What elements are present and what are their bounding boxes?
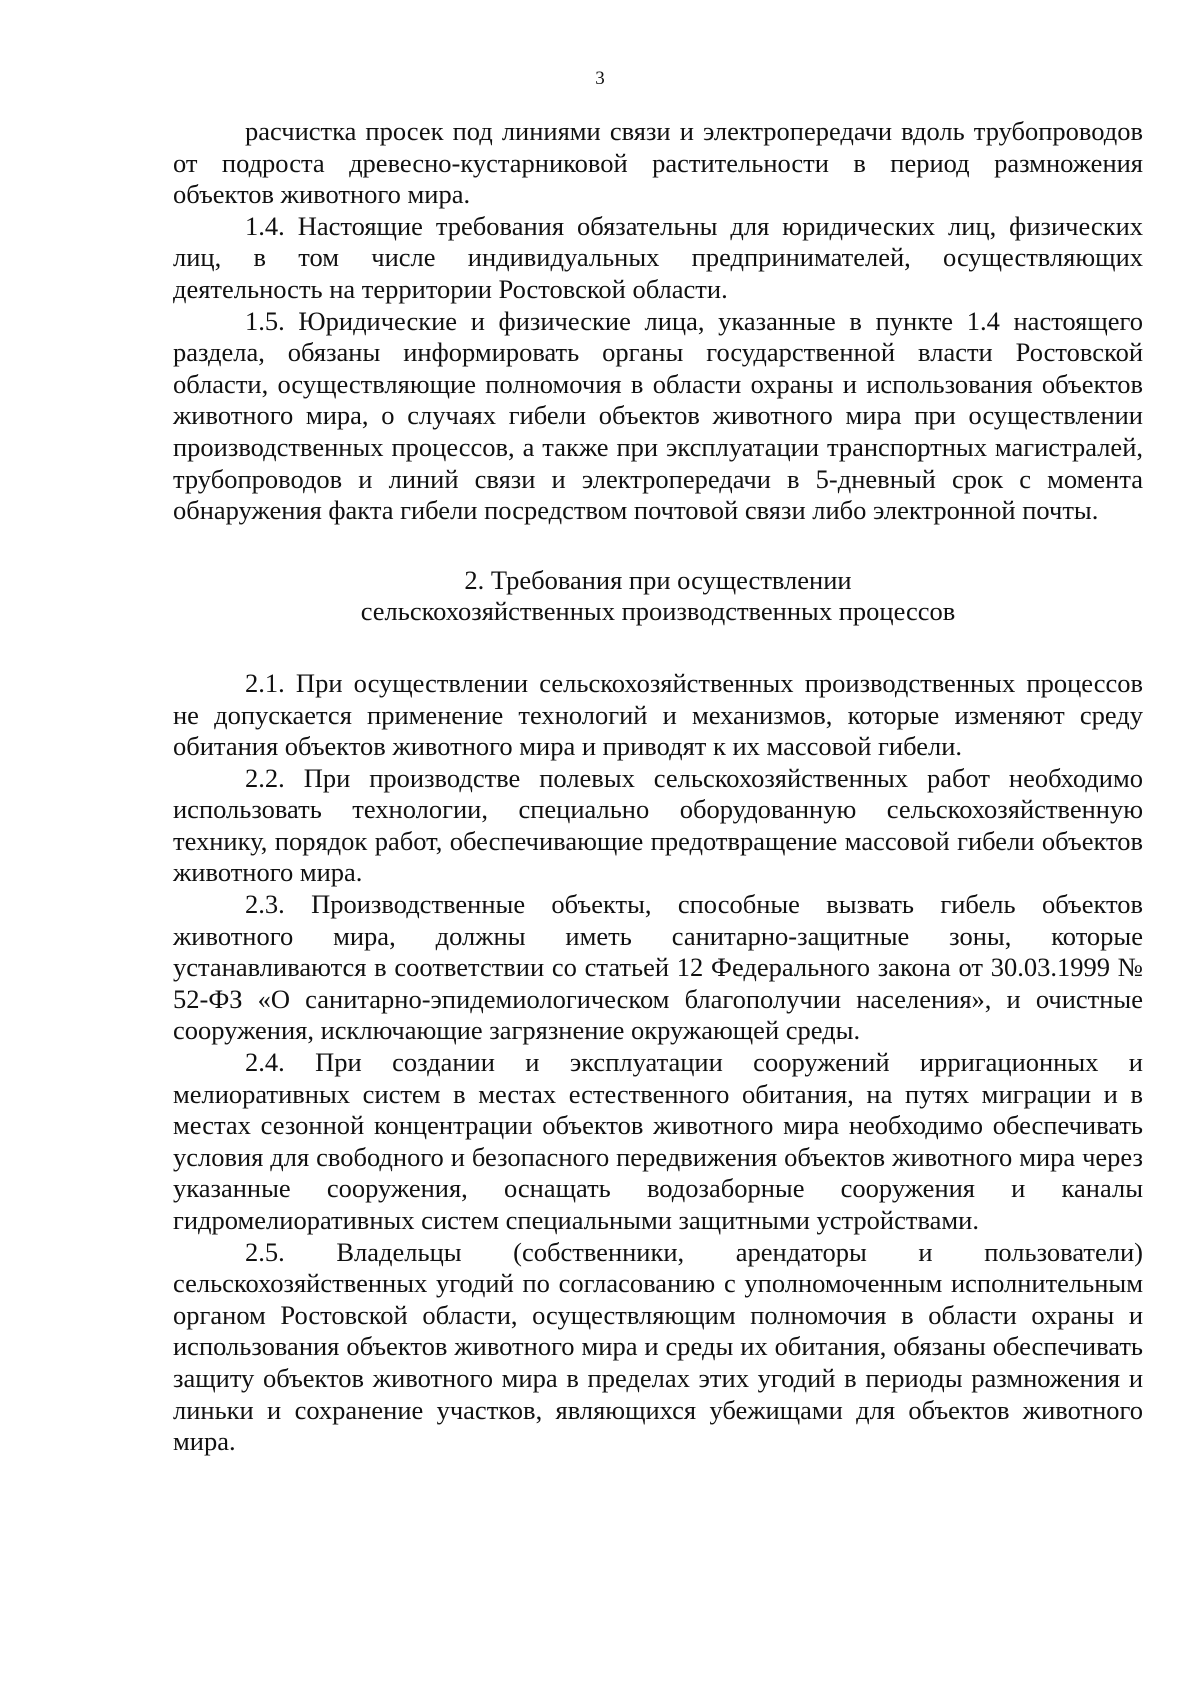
section-heading-line-1: 2. Требования при осуществлении — [464, 564, 852, 595]
section-heading — [173, 565, 1143, 628]
paragraph-2-5: 2.5. Владельцы (собственники, арендаторы и пользователи) сельскохозяйственных угодий по согласованию с уполномоченным исполнительным органом Ростовской области, осуществляющим полномочия в области охраны и использования объектов животного мира и среды их обитания, обязаны обеспечивать защиту объектов животного мира в пределах этих угодий в периоды размножения и линьки и сохранение участков, являющихся убежищами для объектов животного мира. — [173, 1236, 1143, 1457]
paragraph-continuation: расчистка просек под линиями связи и электропередачи вдоль трубопроводов от подроста древесно-кустарниковой растительности в период размножения объектов животного мира. — [173, 116, 1143, 210]
paragraph-2-3: 2.3. Производственные объекты, способные вызвать гибель объектов животного мира, должны иметь санитарно-защитные зоны, которые устанавливаются в соответствии со статьей 12 Федерального закона от 30.03.1999 № 52-ФЗ «О санитарно-эпидемиологическом благополучии населения», и очистные сооружения, исключающие загрязнение окружающей среды. — [173, 889, 1143, 1046]
page-number: 3 — [595, 68, 605, 89]
document-body — [173, 116, 1143, 1458]
paragraph-2-4: 2.4. При создании и эксплуатации сооружений ирригационных и мелиоративных систем в местах естественного обитания, на путях миграции и в местах сезонной концентрации объектов животного мира необходимо обеспечивать условия для свободного и безопасного передвижения объектов животного мира через указанные сооружения, оснащать водозаборные сооружения и каналы гидромелиоративных систем специальными защитными устройствами. — [173, 1047, 1143, 1235]
paragraph-2-2: 2.2. При производстве полевых сельскохозяйственных работ необходимо использовать технологии, специально оборудованную сельскохозяйственную технику, порядок работ, обеспечивающие предотвращение массовой гибели объектов животного мира. — [173, 762, 1143, 888]
paragraph-2-1: 2.1. При осуществлении сельскохозяйственных производственных процессов не допускается применение технологий и механизмов, которые изменяют среду обитания объектов животного мира и приводят к их массовой гибели. — [173, 667, 1143, 762]
section-heading-line-2: сельскохозяйственных производственных процессов — [360, 596, 956, 627]
paragraph-1-4: 1.4. Настоящие требования обязательны для юридических лиц, физических лиц, в том числе индивидуальных предпринимателей, осуществляющих деятельность на территории Ростовской области. — [173, 210, 1143, 304]
paragraph-1-5: 1.5. Юридические и физические лица, указанные в пункте 1.4 настоящего раздела, обязаны информировать органы государственной власти Ростовской области, осуществляющие полномочия в области охраны и использования объектов животного мира, о случаях гибели объектов животного мира при осуществлении производственных процессов, а также при эксплуатации транспортных магистралей, трубопроводов и линий связи и электропередачи в 5-дневный срок с момента обнаружения факта гибели посредством почтовой связи либо электронной почты. — [173, 305, 1143, 526]
